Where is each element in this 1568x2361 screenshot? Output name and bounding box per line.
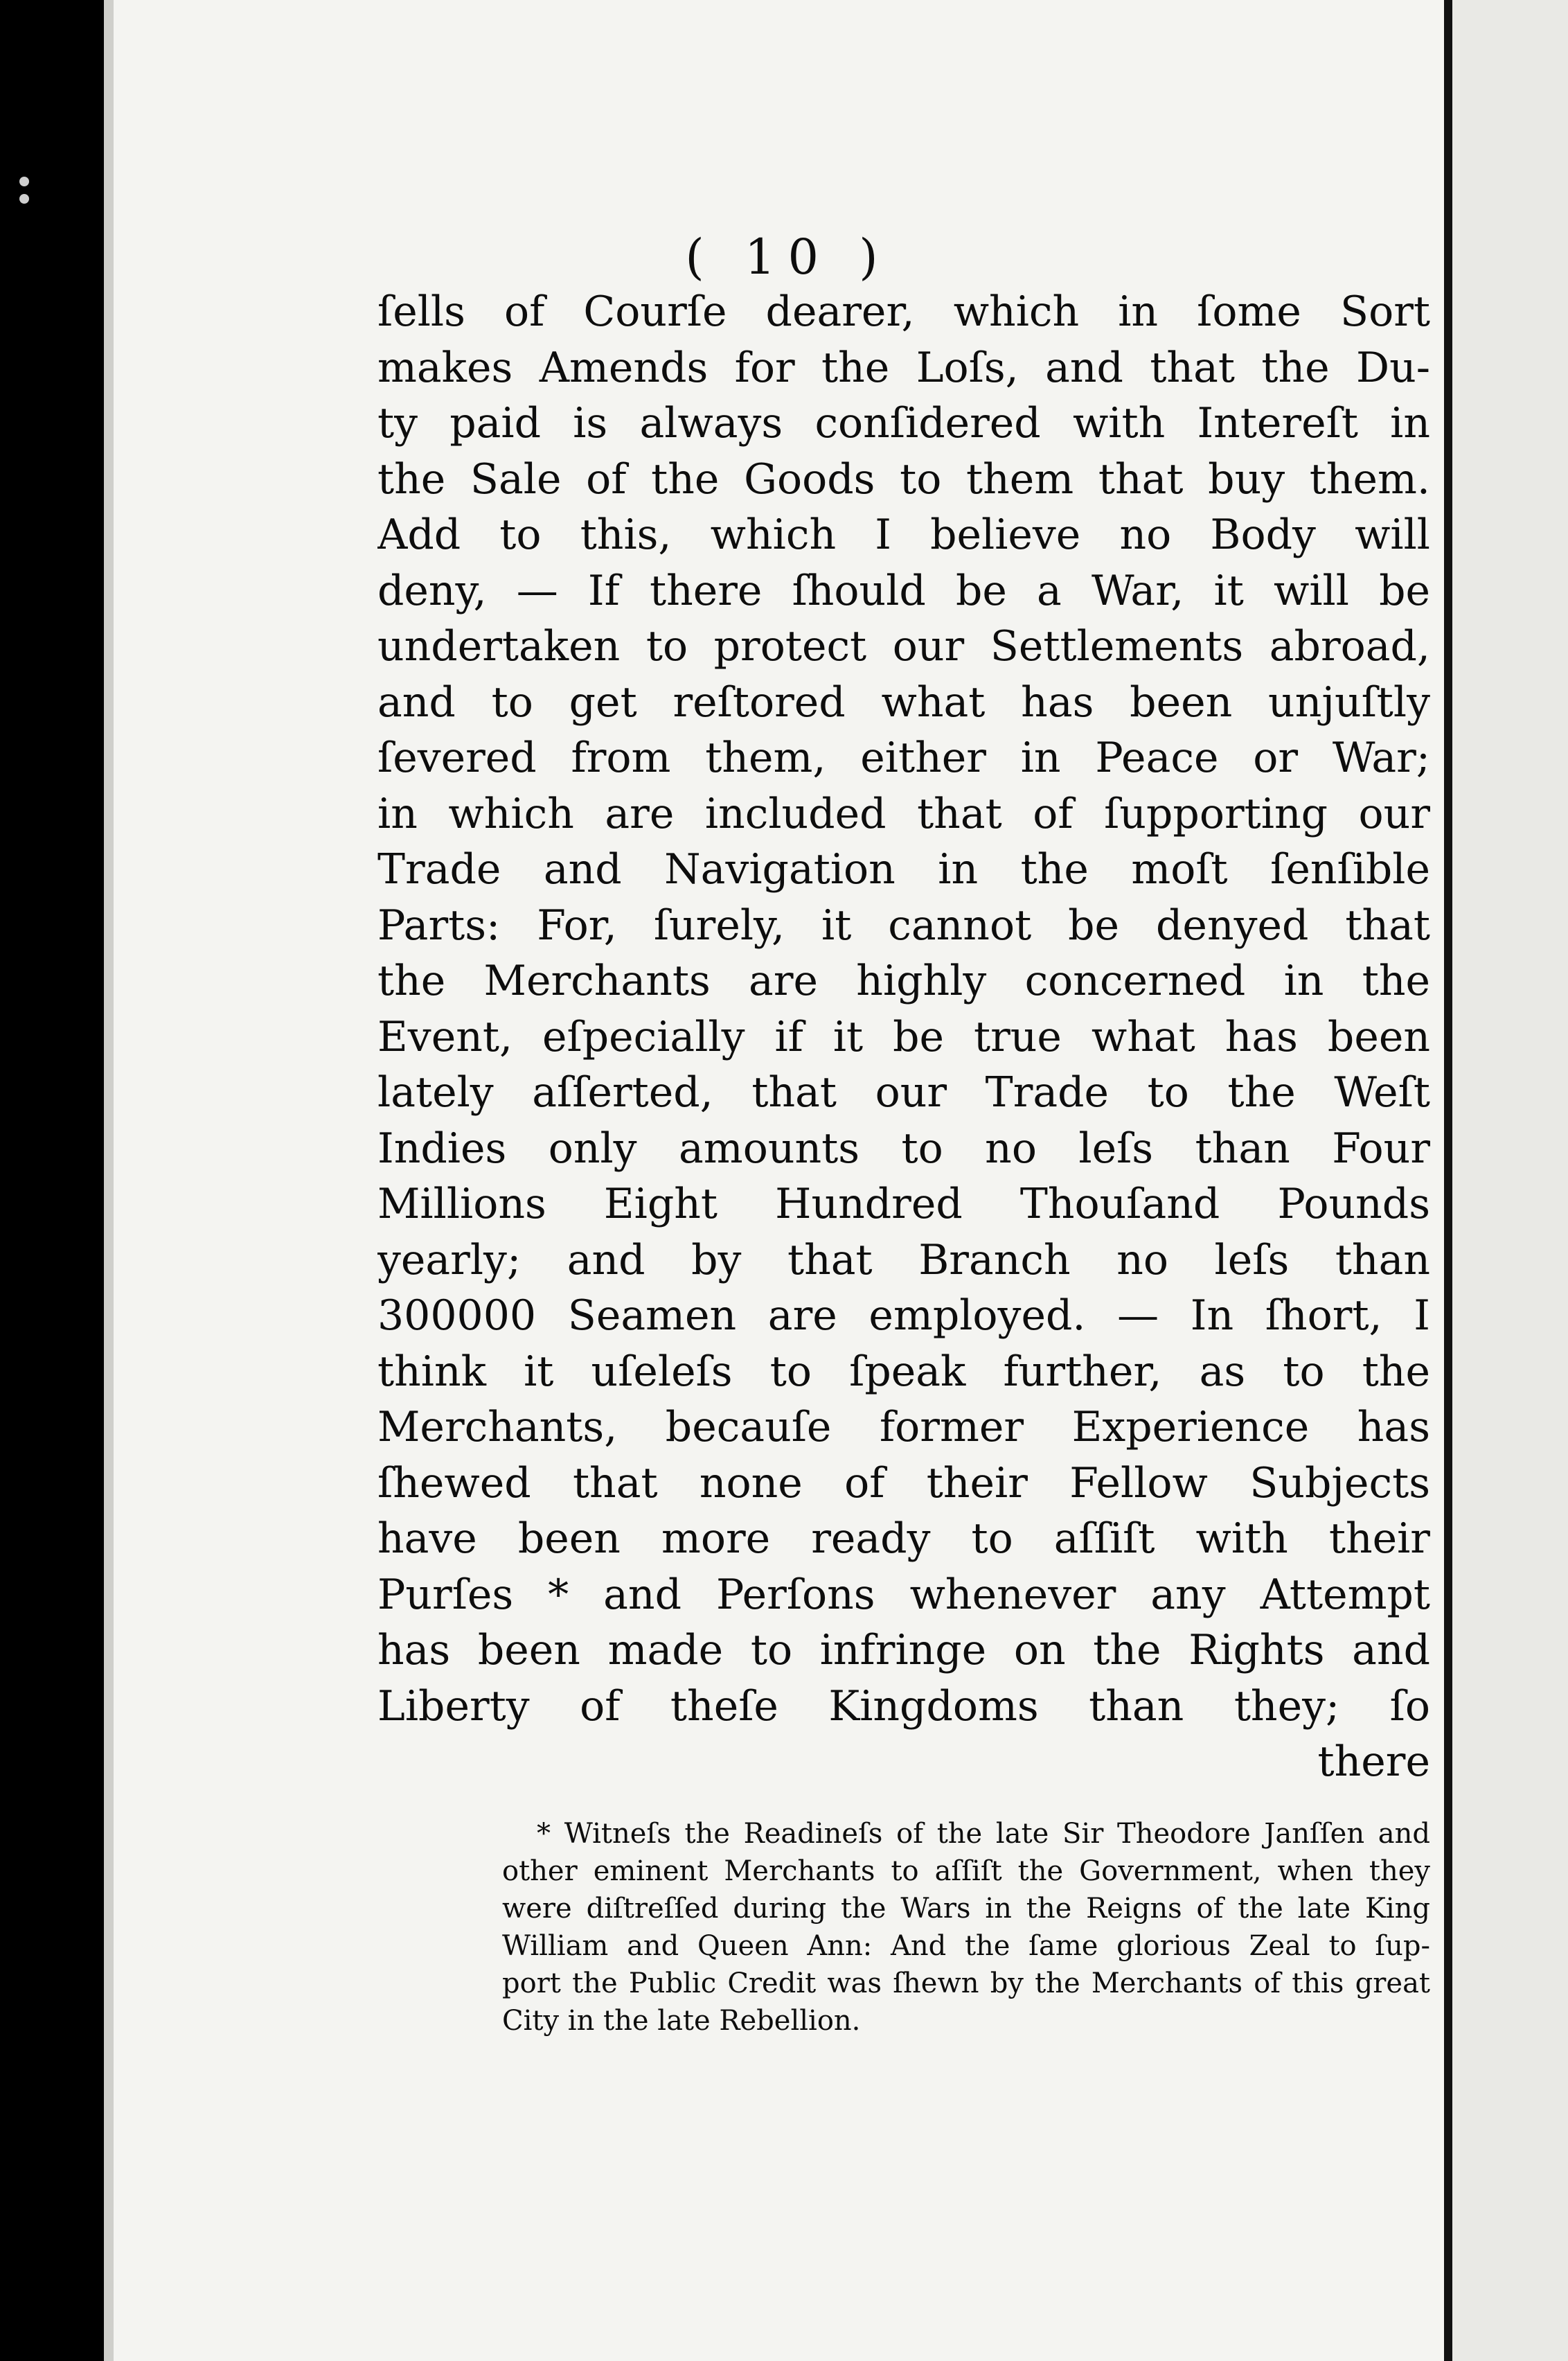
book-page xyxy=(104,0,1444,2361)
body-line: undertaken to protect our Settlements abroad, xyxy=(377,622,1430,671)
body-line: the Sale of the Goods to them that buy them. xyxy=(377,454,1430,504)
body-line: have been more ready to aſſiſt with their xyxy=(377,1514,1430,1563)
margin-mark xyxy=(19,194,29,204)
body-line: the Merchants are highly concerned in the xyxy=(377,957,1430,1005)
page-left-edge xyxy=(104,0,114,2361)
footnote-line: * Witneſs the Readineſs of the late Sir Theodore Janſſen and xyxy=(537,1818,1430,1850)
body-line: Parts: For, ſurely, it cannot be denyed that xyxy=(377,901,1430,950)
body-line: in which are included that of ſupporting our xyxy=(377,789,1430,838)
body-text xyxy=(377,284,1430,1790)
body-line: ſhewed that none of their Fellow Subjects xyxy=(377,1458,1430,1507)
body-line: has been made to infringe on the Rights and xyxy=(377,1626,1430,1674)
body-line: Indies only amounts to no leſs than Four xyxy=(377,1124,1430,1173)
body-line: Trade and Navigation in the moſt ſenſible xyxy=(377,845,1430,894)
body-line: lately aſſerted, that our Trade to the Weſt xyxy=(377,1068,1430,1117)
body-line: deny, — If there ſhould be a War, it will be xyxy=(377,566,1430,615)
footnote-line: City in the late Rebellion. xyxy=(502,2005,861,2037)
body-line: Add to this, which I believe no Body will xyxy=(377,511,1430,559)
footnote xyxy=(502,1815,1430,2040)
footnote-line: were diſtreſſed during the Wars in the Reigns of the late King xyxy=(502,1893,1430,1925)
body-line: Purſes * and Perſons whenever any Attempt xyxy=(377,1570,1430,1619)
body-line: and to get reſtored what has been unjuſtly xyxy=(377,678,1430,727)
body-line: ſevered from them, either in Peace or War; xyxy=(377,734,1430,782)
facing-page-edge xyxy=(1452,0,1568,2361)
body-line: makes Amends for the Loſs, and that the Du- xyxy=(377,343,1430,392)
body-line: yearly; and by that Branch no leſs than xyxy=(377,1235,1430,1284)
footnote-line: port the Public Credit was ſhewn by the Merchants of this great xyxy=(502,1968,1430,1999)
body-line: think it uſeleſs to ſpeak further, as to the xyxy=(377,1347,1430,1396)
body-line: ſells of Courſe dearer, which in ſome Sort xyxy=(377,288,1430,336)
body-line: Merchants, becauſe former Experience has xyxy=(377,1403,1430,1451)
body-line: Liberty of theſe Kingdoms than they; ſo xyxy=(377,1681,1430,1731)
body-line: ty paid is always conſidered with Intereſt in xyxy=(377,399,1430,448)
margin-mark xyxy=(19,177,29,186)
footnote-line: William and Queen Ann: And the ſame glorious Zeal to ſup- xyxy=(502,1930,1430,1962)
body-line: Event, eſpecially if it be true what has been xyxy=(377,1012,1430,1061)
footnote-line: other eminent Merchants to aſſiſt the Government, when they xyxy=(502,1855,1430,1887)
page-number: ( 10 ) xyxy=(685,229,891,285)
body-line: Millions Eight Hundred Thouſand Pounds xyxy=(377,1180,1430,1228)
catchword: there xyxy=(1317,1737,1430,1786)
body-line: 300000 Seamen are employed. — In ſhort, I xyxy=(377,1291,1430,1340)
book-spine-shadow xyxy=(1444,0,1452,2361)
